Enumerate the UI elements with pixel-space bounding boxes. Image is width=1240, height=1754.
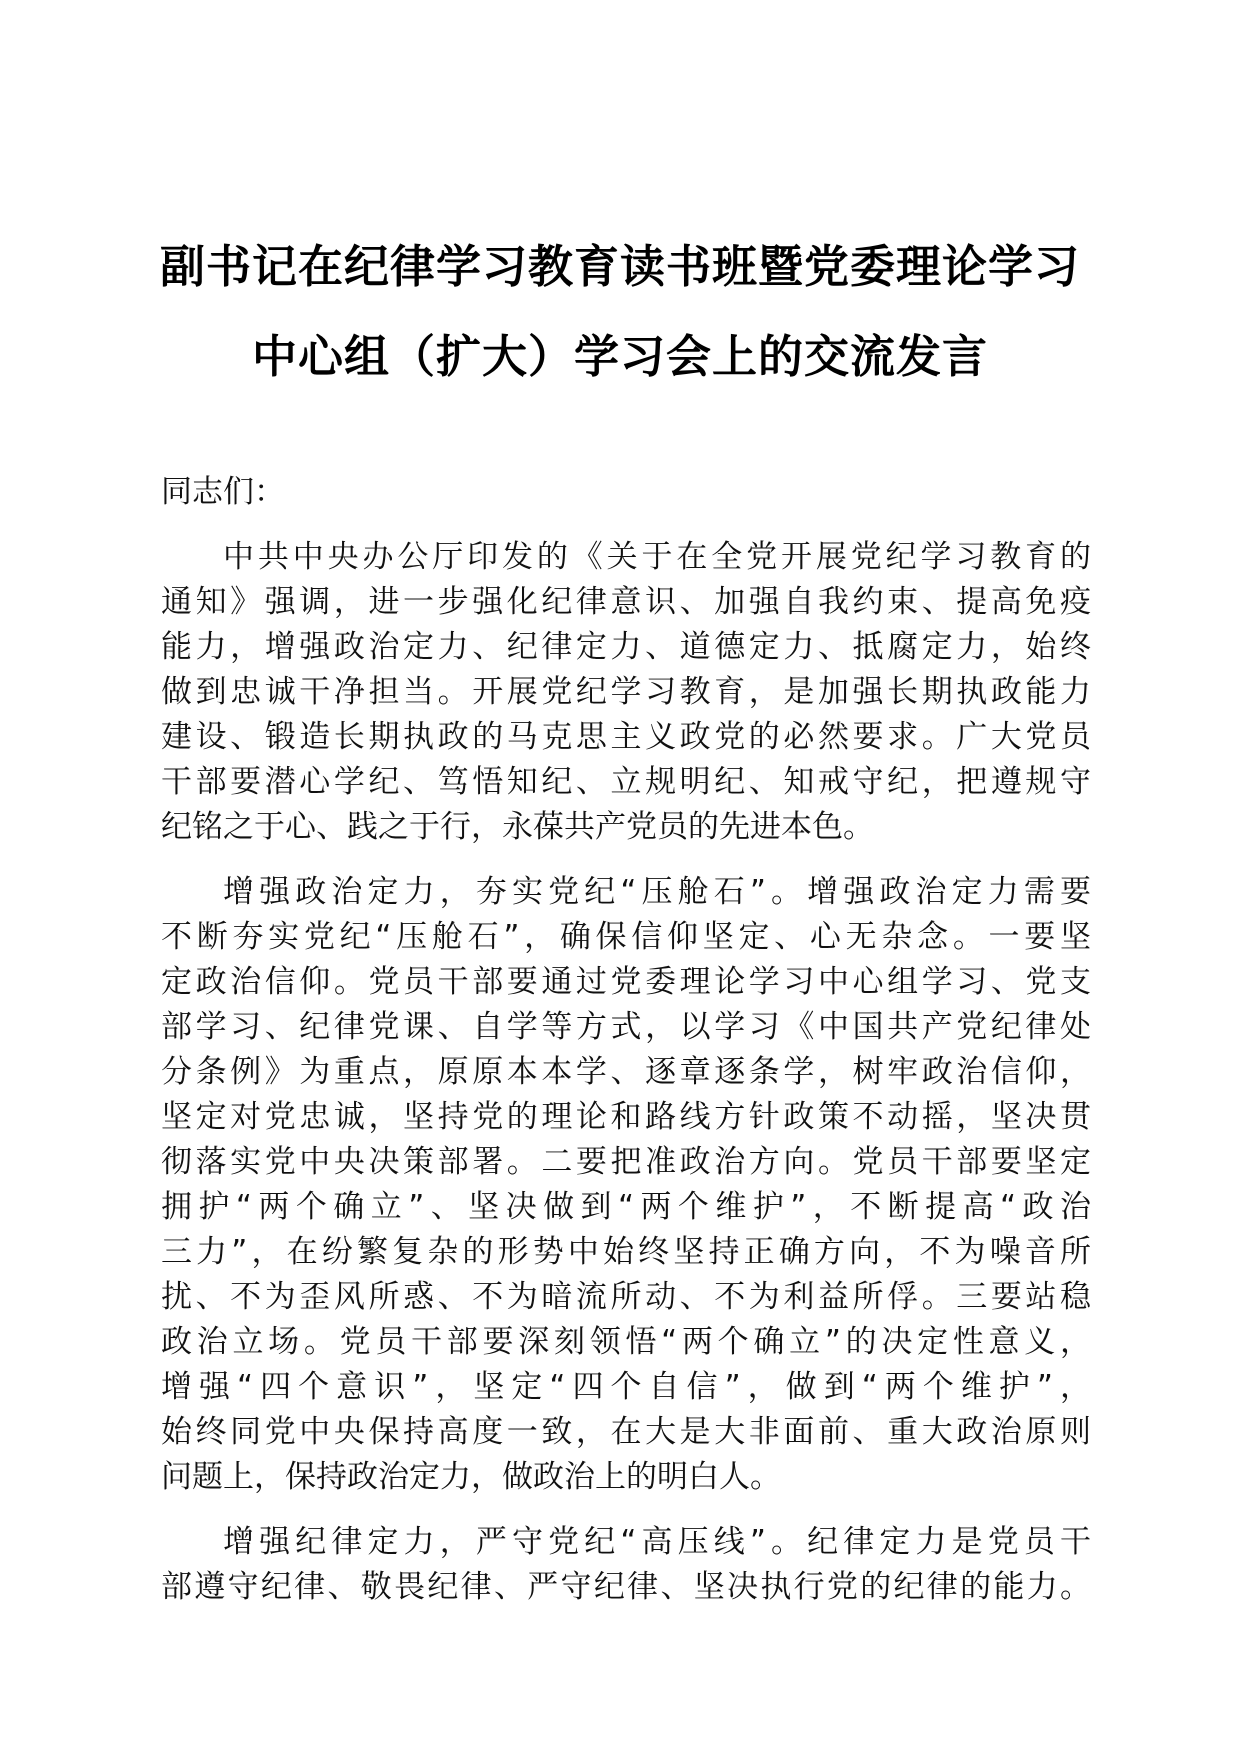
text-line: 坚定对党忠诚，坚持党的理论和路线方针政策不动摇，坚决贯 <box>161 1099 1091 1135</box>
title-line: 中心组（扩大）学习会上的交流发言 <box>251 330 988 383</box>
text-line: 能力，增强政治定力、纪律定力、道德定力、抵腐定力，始终 <box>161 629 1091 665</box>
paragraph-1 <box>161 535 1091 850</box>
text-line: 定政治信仰。党员干部要通过党委理论学习中心组学习、党支 <box>161 964 1091 1000</box>
paragraph-3 <box>161 1520 1091 1610</box>
salutation: 同志们： <box>161 474 285 510</box>
text-line: 建设、锻造长期执政的马克思主义政党的必然要求。广大党员 <box>161 719 1091 755</box>
text-line: 通知》强调，进一步强化纪律意识、加强自我约束、提高免疫 <box>161 584 1091 620</box>
text-line: 中共中央办公厅印发的《关于在全党开展党纪学习教育的 <box>223 539 1091 575</box>
text-line: 拥护“两个确立”、坚决做到“两个维护”，不断提高“政治 <box>161 1189 1091 1225</box>
text-line: 始终同党中央保持高度一致，在大是大非面前、重大政治原则 <box>161 1414 1091 1450</box>
document-title <box>100 222 1140 402</box>
text-line: 增强纪律定力，严守党纪“高压线”。纪律定力是党员干 <box>223 1524 1091 1560</box>
text-line: 政治立场。党员干部要深刻领悟“两个确立”的决定性意义， <box>161 1324 1091 1360</box>
text-line: 部遵守纪律、敬畏纪律、严守纪律、坚决执行党的纪律的能力。 <box>161 1569 1091 1605</box>
text-line: 纪铭之于心、践之于行，永葆共产党员的先进本色。 <box>161 809 874 845</box>
document-body <box>161 470 1091 1630</box>
paragraph-2 <box>161 870 1091 1500</box>
text-line: 扰、不为歪风所惑、不为暗流所动、不为利益所俘。三要站稳 <box>161 1279 1091 1315</box>
text-line: 分条例》为重点，原原本本学、逐章逐条学，树牢政治信仰， <box>161 1054 1091 1090</box>
text-line: 干部要潜心学纪、笃悟知纪、立规明纪、知戒守纪，把遵规守 <box>161 764 1091 800</box>
text-line: 三力”，在纷繁复杂的形势中始终坚持正确方向，不为噪音所 <box>161 1234 1091 1270</box>
text-line: 做到忠诚干净担当。开展党纪学习教育，是加强长期执政能力 <box>161 674 1091 710</box>
text-line: 彻落实党中央决策部署。二要把准政治方向。党员干部要坚定 <box>161 1144 1091 1180</box>
text-line: 增强“四个意识”，坚定“四个自信”，做到“两个维护”， <box>161 1369 1091 1405</box>
text-line: 问题上，保持政治定力，做政治上的明白人。 <box>161 1459 781 1495</box>
title-line: 副书记在纪律学习教育读书班暨党委理论学习 <box>159 240 1080 293</box>
text-line: 不断夯实党纪“压舱石”，确保信仰坚定、心无杂念。一要坚 <box>161 919 1091 955</box>
text-line: 部学习、纪律党课、自学等方式，以学习《中国共产党纪律处 <box>161 1009 1091 1045</box>
text-line: 增强政治定力，夯实党纪“压舱石”。增强政治定力需要 <box>223 874 1091 910</box>
